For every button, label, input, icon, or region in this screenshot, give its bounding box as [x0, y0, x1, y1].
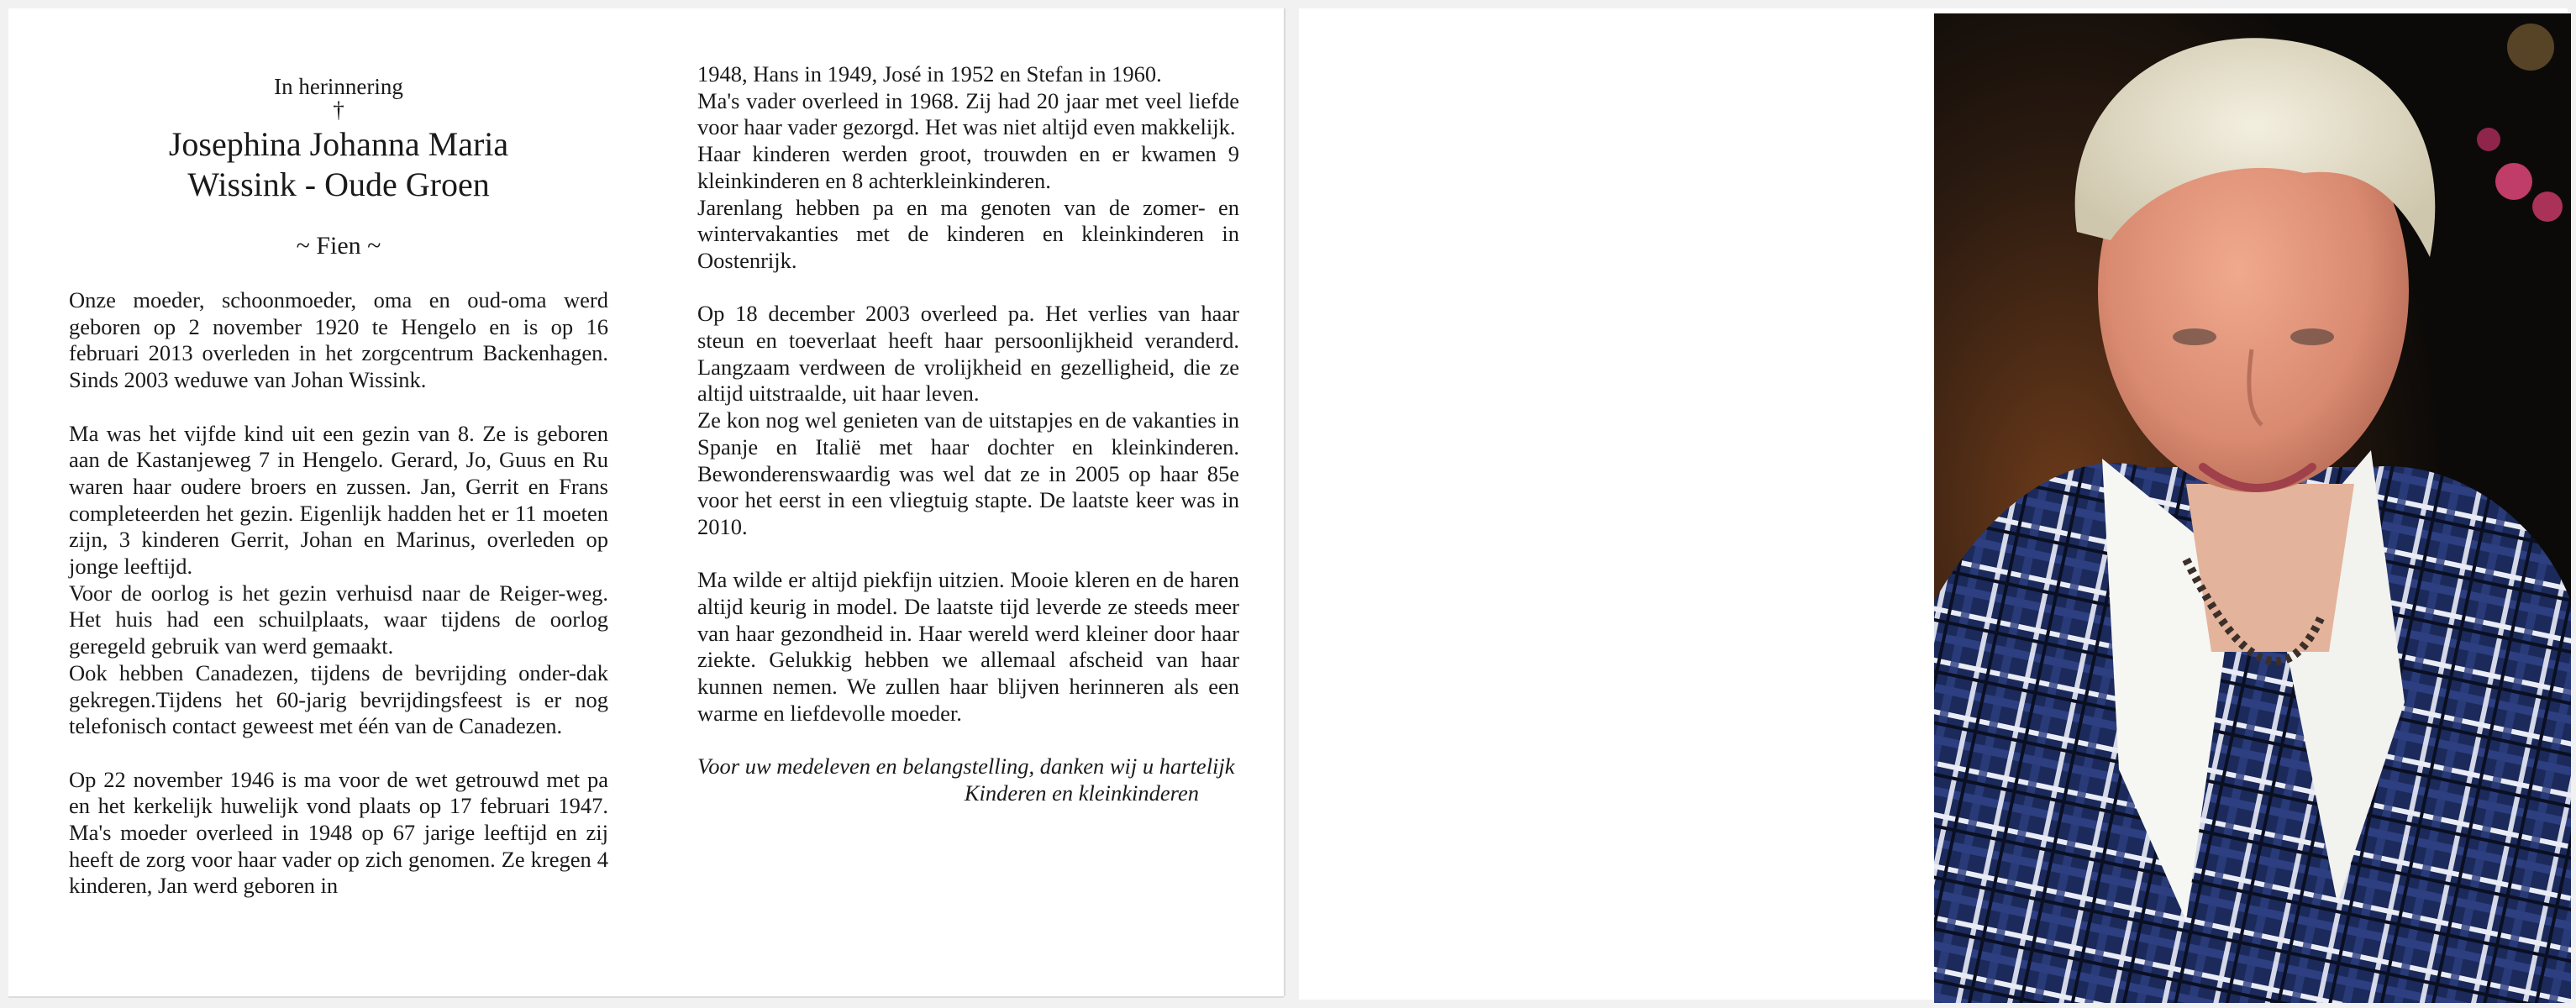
card-text-panel [8, 8, 1284, 996]
paragraph-gap [69, 394, 608, 421]
deceased-name-line-1: Josephina Johanna Maria [168, 125, 509, 163]
heading-in-herinnering: In herinnering [274, 74, 403, 99]
paragraph-gap [697, 275, 1239, 302]
paragraph: Ma's vader overleed in 1968. Zij had 20 jaar met veel liefde voor haar vader gezorgd. Het was niet altijd even makkelijk. [697, 87, 1239, 140]
left-column [69, 8, 608, 900]
paragraph: Onze moeder, schoonmoeder, oma en oud-oma werd geboren op 2 november 1920 te Hengelo en is op 16 februari 2013 overleden in het zorgcentrum Backenhagen. Sinds 2003 weduwe van Johan Wissink. [69, 287, 608, 393]
paragraph: Op 22 november 1946 is ma voor de wet getrouwd met pa en het kerkelijk huwelijk vond plaats op 17 februari 1947. Ma's moeder overleed in 1948 op 67 jarige leeftijd en zij heeft de zorg voor haar vader op zich genomen. Ze kregen 4 kinderen, Jan werd geboren in [69, 766, 608, 899]
cross-icon: † [333, 97, 344, 123]
card-header [69, 74, 608, 260]
paragraph: Haar kinderen werden groot, trouwden en er kwamen 9 kleinkinderen en 8 achterkleinkinderen. [697, 141, 1239, 193]
paragraph-gap [697, 541, 1239, 568]
paragraph: Ze kon nog wel genieten van de uitstapjes en de vakanties in Spanje en Italië met haar dochter en kleinkinderen. Bewonderenswaardig was wel dat ze in 2005 op haar 85e voor het eerst in een vliegtuig stapte. De laatste keer was in 2010. [697, 407, 1239, 539]
paragraph-gap [697, 727, 1239, 754]
thanks-text: Voor uw medeleven en belangstelling, danken wij u hartelijk [697, 753, 1235, 780]
right-column [697, 61, 1239, 807]
portrait-illustration [1934, 13, 2571, 1003]
paragraph: Op 18 december 2003 overleed pa. Het verlies van haar steun en toeverlaat heeft haar persoonlijkheid veranderd. Langzaam verdween de vrolijkheid en gezelligheid, die ze altijd uitstraalde, uit haar leven. [697, 301, 1239, 407]
eye-left [2173, 328, 2216, 345]
nickname: ~ Fien ~ [296, 232, 381, 260]
paragraph-gap [69, 740, 608, 767]
deceased-name-line-2: Wissink - Oude Groen [187, 165, 490, 203]
neck [2186, 484, 2354, 652]
paragraph: Ook hebben Canadezen, tijdens de bevrijding onder-dak gekregen.Tijdens het 60-jarig bevrijdingsfeest is er nog telefonisch contact geweest met één van de Canadezen. [69, 659, 608, 739]
paragraph: Ma wilde er altijd piekfijn uitzien. Mooie kleren en de haren altijd keurig in model. De laatste tijd leverde ze steeds meer van haar gezondheid in. Haar wereld werd kleiner door haar ziekte. Gelukkig hebben we allemaal afscheid van haar kunnen nemen. We zullen haar blijven herinneren als een warme en liefdevolle moeder. [697, 567, 1239, 726]
portrait-photo [1934, 13, 2571, 1003]
paragraph: Jarenlang hebben pa en ma genoten van de zomer- en wintervakanties met de kinderen en kleinkinderen in Oostenrijk. [697, 194, 1239, 273]
paragraph: Voor de oorlog is het gezin verhuisd naar de Reiger-weg. Het huis had een schuilplaats, waar tijdens de oorlog geregeld gebruik van werd gemaakt. [69, 580, 608, 659]
signature: Kinderen en kleinkinderen [964, 780, 1199, 806]
left-body-text [69, 287, 608, 900]
paragraph: 1948, Hans in 1949, José in 1952 en Stefan in 1960. [697, 61, 1162, 87]
paragraph: Ma was het vijfde kind uit een gezin van 8. Ze is geboren aan de Kastanjeweg 7 in Hengelo. Gerard, Jo, Guus en Ru waren haar oudere broers en zussen. Jan, Gerrit en Frans completeerden het gezin. Eigenlijk hadden het er 11 moeten zijn, 3 kinderen Gerrit, Johan en Marinus, overleden op jonge leeftijd. [69, 420, 608, 580]
eye-right [2290, 328, 2334, 345]
